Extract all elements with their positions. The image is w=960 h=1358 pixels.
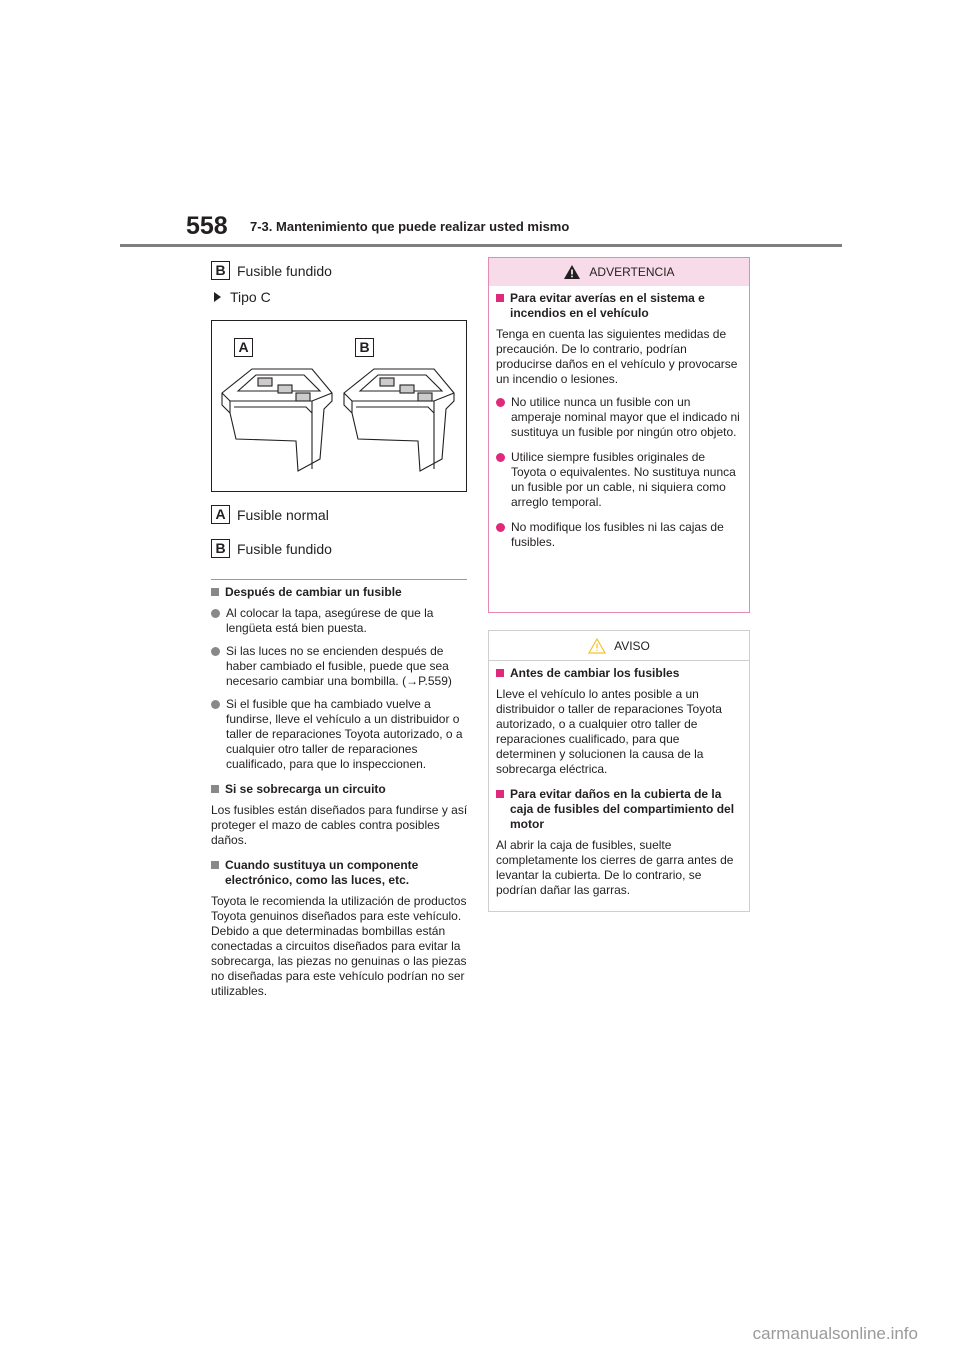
triangle-icon (214, 292, 221, 302)
dot-bullet-icon (211, 609, 220, 618)
list-item-text: No modifique los fusibles ni las cajas de fusibles. (511, 520, 724, 549)
list-item-text: No utilice nunca un fusible con un amperaje nominal mayor que el indicado ni sustituya un fusible por ningún otro objeto. (511, 395, 740, 439)
notice-body-1: Lleve el vehículo lo antes posible a un distribuidor o taller de reparaciones Toyota autorizado, o a cualquier otro taller de reparaciones cualificado, para que determinen y solucionen la causa de la sobrecarga eléctrica. (496, 687, 722, 776)
warning-box (488, 257, 750, 613)
square-bullet-icon (496, 790, 504, 798)
notice-heading-1-text: Antes de cambiar los fusibles (510, 666, 680, 680)
legend-a (211, 505, 329, 524)
legend-a-text: Fusible normal (237, 506, 329, 523)
page-number: 558 (186, 212, 228, 240)
header-rule (120, 244, 842, 247)
type-line (214, 289, 271, 305)
section-title: 7-3. Mantenimiento que puede realizar usted mismo (250, 219, 570, 234)
notice-title: AVISO (614, 638, 650, 653)
warning-header (489, 258, 749, 286)
figure-label-b: B (355, 338, 374, 357)
legend-b-text: Fusible fundido (237, 540, 332, 557)
fuse-drawing (212, 321, 466, 491)
section-divider (211, 579, 467, 580)
dot-bullet-icon (211, 647, 220, 656)
after-change-heading (211, 585, 469, 600)
replace-heading-text: Cuando sustituya un componente electrónico, como las luces, etc. (225, 858, 419, 887)
overload-heading-text: Si se sobrecarga un circuito (225, 782, 386, 796)
list-item (496, 395, 741, 440)
dot-bullet-icon (496, 523, 505, 532)
legend-b (211, 539, 332, 558)
list-item (211, 697, 469, 772)
label-b-text: Fusible fundido (237, 262, 332, 279)
dot-bullet-icon (496, 398, 505, 407)
list-item-text: Si el fusible que ha cambiado vuelve a fundirse, lleve el vehículo a un distribuidor o taller de reparaciones Toyota autorizado, o a cualquier otro taller de reparaciones cualificado, para que lo inspeccionen. (226, 697, 463, 771)
overload-heading (211, 782, 469, 797)
caution-triangle-icon (588, 638, 606, 654)
type-text: Tipo C (230, 289, 271, 305)
tag-a: A (211, 505, 230, 524)
notice-header (489, 631, 749, 661)
list-item (496, 450, 741, 510)
warning-intro: Tenga en cuenta las siguientes medidas de precaución. De lo contrario, podrían producirse daños en el vehículo y provocarse un incendio o lesiones. (496, 327, 738, 386)
notice-body-2: Al abrir la caja de fusibles, suelte completamente los cierres de garra antes de levantar la cubierta. De lo contrario, se podrían dañar las garras. (496, 838, 734, 897)
list-item (496, 520, 741, 550)
left-text-column (211, 585, 469, 999)
square-bullet-icon (211, 785, 219, 793)
fuse-figure (211, 320, 467, 492)
warning-heading (496, 291, 741, 321)
warning-heading-text: Para evitar averías en el sistema e incendios en el vehículo (510, 291, 705, 320)
square-bullet-icon (211, 588, 219, 596)
warning-triangle-icon (563, 264, 581, 280)
list-item-text: Utilice siempre fusibles originales de Toyota o equivalentes. No sustituya nunca un fusible por un cable, ni siquiera como arreglo temporal. (511, 450, 736, 509)
dot-bullet-icon (211, 700, 220, 709)
square-bullet-icon (496, 669, 504, 677)
replace-heading (211, 858, 469, 888)
square-bullet-icon (496, 294, 504, 302)
label-b-top (211, 261, 332, 280)
tag-b: B (211, 261, 230, 280)
after-change-heading-text: Después de cambiar un fusible (225, 585, 402, 599)
list-item-text: Al colocar la tapa, asegúrese de que la lengüeta está bien puesta. (226, 606, 434, 635)
figure-label-a: A (234, 338, 253, 357)
dot-bullet-icon (496, 453, 505, 462)
notice-heading-2-text: Para evitar daños en la cubierta de la caja de fusibles del compartimiento del motor (510, 787, 735, 831)
replace-body: Toyota le recomienda la utilización de productos Toyota genuinos diseñados para este vehículo. Debido a que determinadas bombillas están conectadas a circuitos diseñados para evitar la sobrecarga, las piezas no genuinas o las piezas no diseñadas para este vehículo podrían no ser utilizables. (211, 894, 467, 998)
notice-box (488, 630, 750, 912)
list-item (211, 644, 469, 689)
overload-body: Los fusibles están diseñados para fundirse y así proteger el mazo de cables contra posibles daños. (211, 803, 468, 847)
square-bullet-icon (211, 861, 219, 869)
footer-watermark: carmanualsonline.info (752, 1324, 918, 1343)
notice-heading-1 (496, 666, 741, 681)
tag-b-legend: B (211, 539, 230, 558)
list-item-text: Si las luces no se encienden después de haber cambiado el fusible, puede que sea necesario cambiar una bombilla. (→P.559) (226, 644, 452, 688)
notice-heading-2 (496, 787, 741, 832)
warning-title: ADVERTENCIA (589, 265, 675, 279)
list-item (211, 606, 469, 636)
